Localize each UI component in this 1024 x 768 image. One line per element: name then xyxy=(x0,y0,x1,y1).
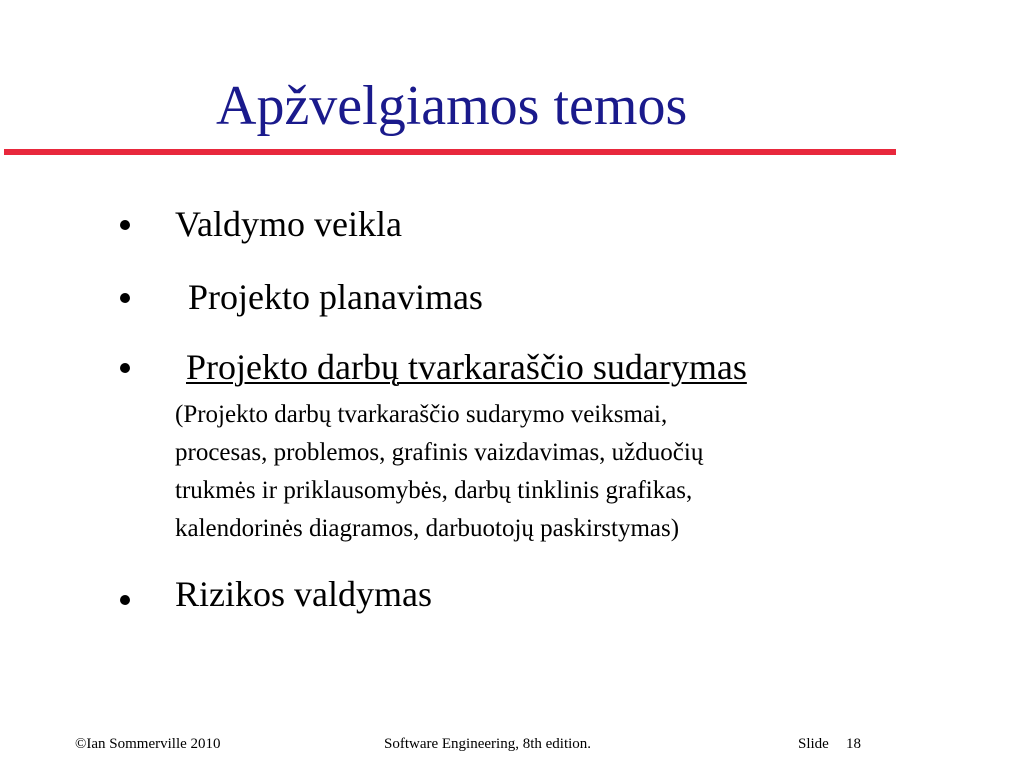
title-underline xyxy=(4,149,896,155)
sub-text-line: kalendorinės diagramos, darbuotojų paskirstymas) xyxy=(175,515,680,542)
bullet-dot xyxy=(120,293,130,303)
sub-text-line: (Projekto darbų tvarkaraščio sudarymo veiksmai, xyxy=(175,401,668,428)
footer-book: Software Engineering, 8th edition. xyxy=(384,736,592,752)
bullet-dot xyxy=(120,363,130,373)
bullet-item-tvarkarascio-link[interactable]: Projekto darbų tvarkaraščio sudarymas xyxy=(186,347,747,387)
slide-title: Apžvelgiamos temos xyxy=(216,75,688,137)
footer-slide-number: 18 xyxy=(846,736,861,752)
footer-slide-label: Slide xyxy=(798,736,829,752)
sub-text-line: trukmės ir priklausomybės, darbų tinklinis grafikas, xyxy=(175,477,693,504)
bullet-dot xyxy=(120,220,130,230)
sub-text-line: procesas, problemos, grafinis vaizdavimas, užduočių xyxy=(175,439,704,466)
bullet-item-rizikos-valdymas: Rizikos valdymas xyxy=(175,574,432,614)
bullet-dot xyxy=(120,595,130,605)
footer-copyright: ©Ian Sommerville 2010 xyxy=(75,736,221,752)
bullet-sub-text xyxy=(175,396,703,548)
bullet-item-projekto-planavimas: Projekto planavimas xyxy=(188,277,483,317)
bullet-item-valdymo-veikla: Valdymo veikla xyxy=(175,204,402,244)
